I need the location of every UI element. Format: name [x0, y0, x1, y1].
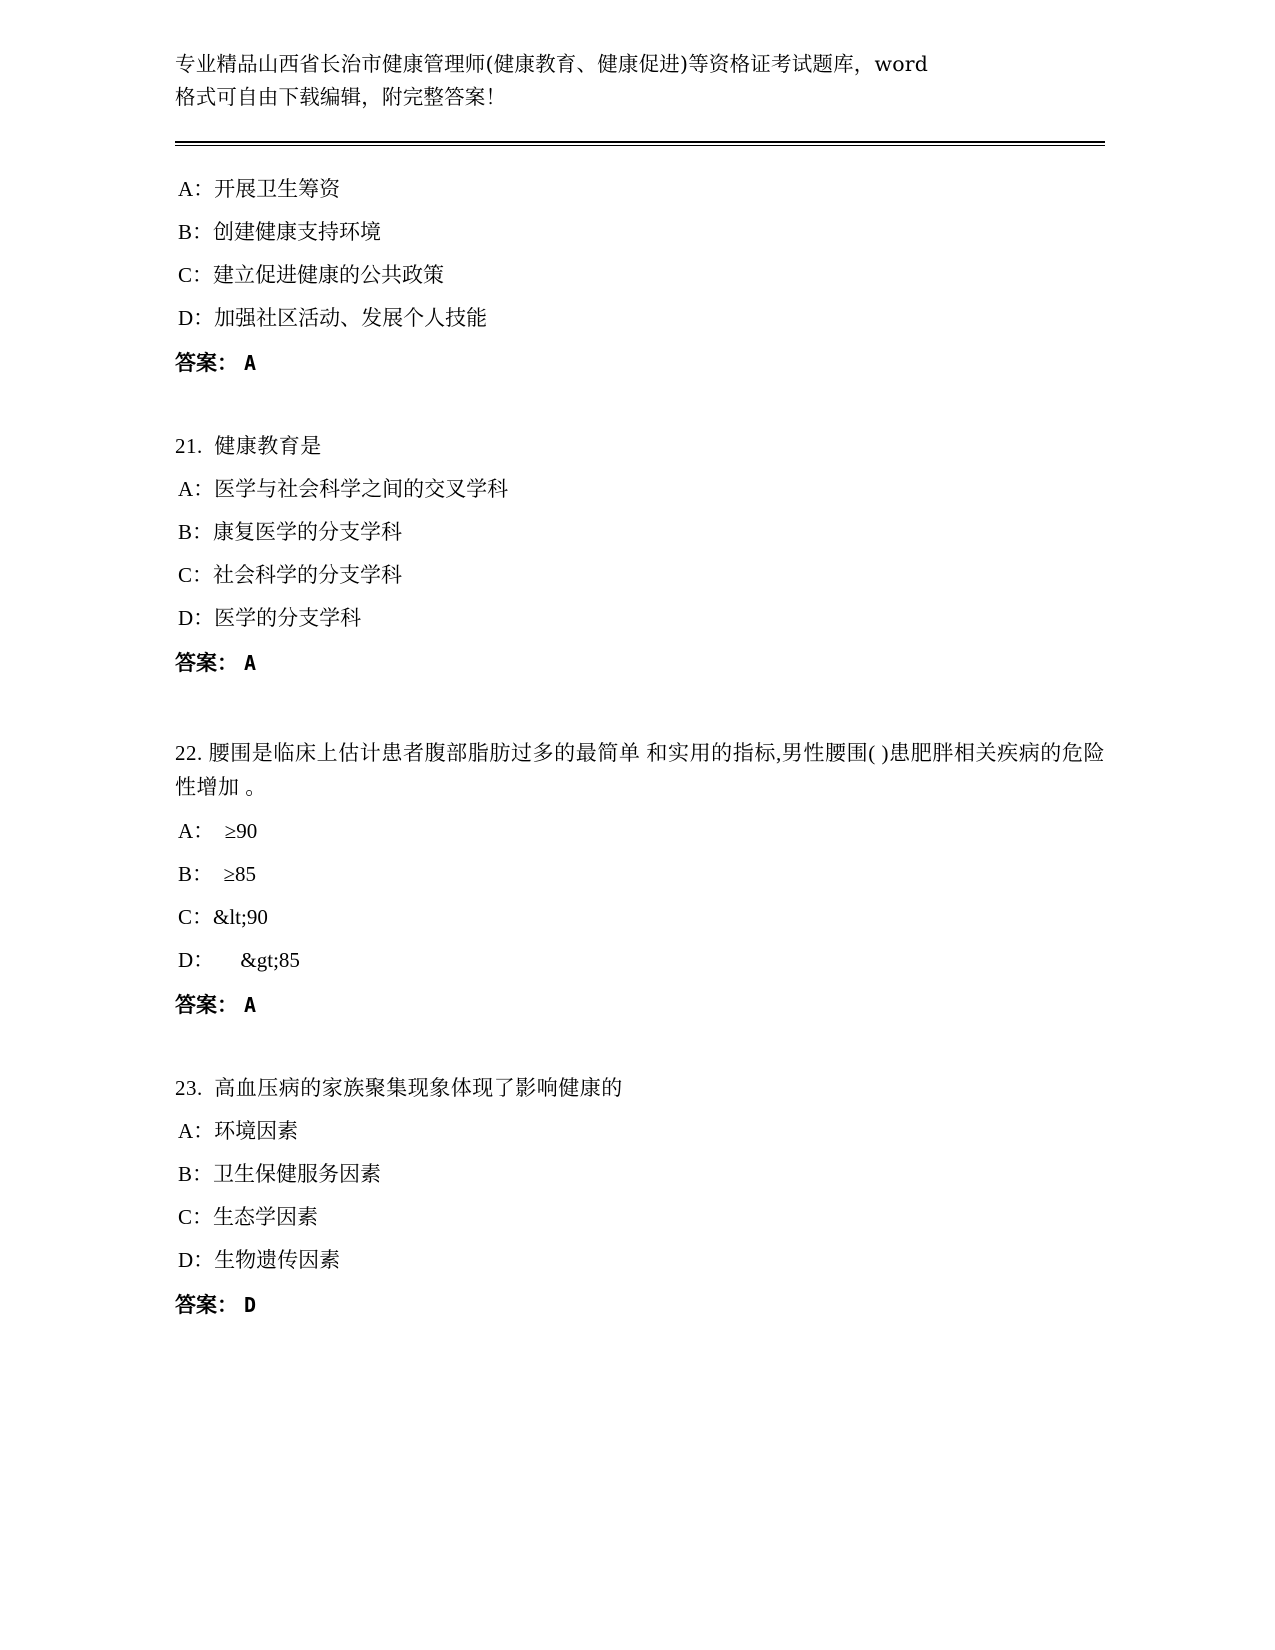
option-c: C：社会科学的分支学科: [178, 563, 403, 588]
answer-row: [175, 1282, 1105, 1325]
question-block: [175, 168, 1105, 383]
header-line-1: 专业精品山西省长治市健康管理师(健康教育、健康促进)等资格证考试题库，word: [175, 52, 929, 76]
answer-row: [175, 982, 1105, 1025]
question-stem: 22. 腰围是临床上估计患者腹部脂肪过多的最简单 和实用的指标,男性腰围( )患肥胖相关疾病的危险性增加 。: [175, 741, 1105, 800]
question-block: [175, 725, 1105, 1025]
option-d: D：加强社区活动、发展个人技能: [178, 306, 488, 331]
header-line-2: 格式可自由下载编辑，附完整答案！: [175, 85, 507, 110]
option-b: B：卫生保健服务因素: [178, 1162, 382, 1187]
question-block: [175, 425, 1105, 683]
question-block: [175, 1067, 1105, 1325]
block-spacer: [175, 1025, 1105, 1067]
option-d: D：医学的分支学科: [178, 606, 362, 631]
option-c: C：&lt;90: [178, 905, 268, 930]
header-divider: [175, 141, 1105, 146]
option-b: B：康复医学的分支学科: [178, 520, 403, 545]
option-a: A：开展卫生筹资: [178, 177, 341, 202]
option-a: A： ≥90: [178, 819, 258, 844]
option-b: B： ≥85: [178, 862, 257, 887]
option-d: D： &gt;85: [178, 948, 300, 973]
option-c: C：建立促进健康的公共政策: [178, 263, 445, 288]
option-c: C：生态学因素: [178, 1205, 319, 1230]
answer-label: 答案：: [175, 350, 238, 376]
answer-value: A: [244, 651, 257, 676]
block-spacer: [175, 383, 1105, 425]
block-spacer: [175, 683, 1105, 725]
question-stem: 23. 高血压病的家族聚集现象体现了影响健康的: [175, 1076, 623, 1101]
page-header: [175, 48, 1105, 114]
question-stem: 21. 健康教育是: [175, 434, 322, 459]
answer-value: A: [244, 993, 257, 1018]
answer-row: [175, 340, 1105, 383]
answer-label: 答案：: [175, 992, 238, 1018]
question-list: [175, 168, 1105, 1325]
answer-label: 答案：: [175, 650, 238, 676]
option-a: A：环境因素: [178, 1119, 299, 1144]
answer-value: D: [244, 1293, 257, 1318]
answer-value: A: [244, 351, 257, 376]
option-a: A：医学与社会科学之间的交叉学科: [178, 477, 509, 502]
answer-row: [175, 640, 1105, 683]
option-b: B：创建健康支持环境: [178, 220, 382, 245]
option-d: D：生物遗传因素: [178, 1248, 341, 1273]
answer-label: 答案：: [175, 1292, 238, 1318]
